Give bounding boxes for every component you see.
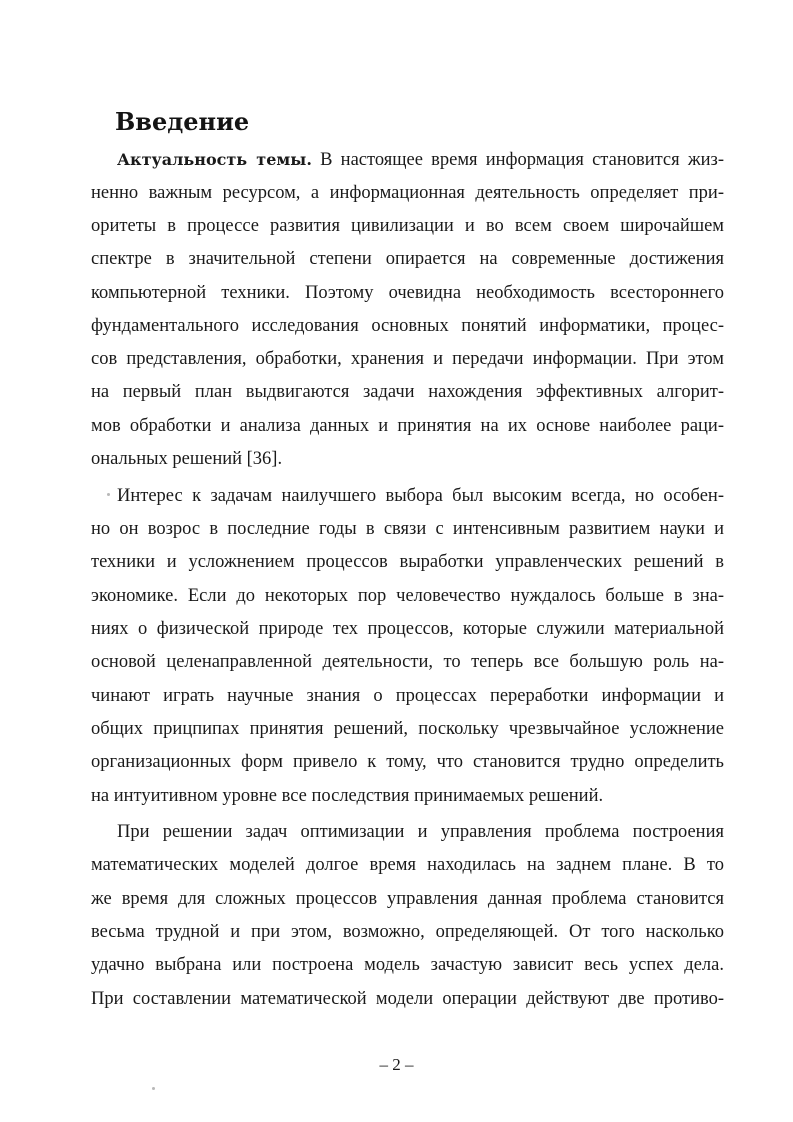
paragraph-1-line-1-text: В настоящее время информация становится жиз- — [311, 150, 724, 170]
paragraph-3-line-1: При решении задач оптимизации и управления проблема построения — [117, 822, 724, 842]
paragraph-3-line-2: математических моделей долгое время находилась на заднем плане. В то — [91, 855, 724, 875]
paragraph-1-line-6: фундаментального исследования основных понятий информатики, процес- — [91, 316, 724, 336]
paragraph-1-line-7: сов представления, обработки, хранения и передачи информации. При этом — [91, 349, 724, 369]
paragraph-1-line-9: мов обработки и анализа данных и принятия на их основе наиболее раци- — [91, 416, 724, 436]
paragraph-2-line-10: на интуитивном уровне все последствия принимаемых решений. — [91, 786, 604, 806]
page-number: – 2 – — [379, 1055, 414, 1074]
paragraph-3-line-5: удачно выбрана или построена модель зачастую зависит весь успех дела. — [91, 955, 724, 975]
scan-speck — [152, 1087, 155, 1090]
paragraph-3-line-3: же время для сложных процессов управления данная проблема становится — [91, 889, 724, 909]
paragraph-1-line-1 — [117, 148, 724, 172]
paragraph-3-line-4: весьма трудной и при этом, возможно, определяющей. От того насколько — [91, 922, 724, 942]
paragraph-1-line-8: на первый план выдвигаются задачи нахождения эффективных алгорит- — [91, 382, 724, 402]
section-heading: Введение — [115, 107, 250, 136]
paragraph-2-line-8: общих прицпипах принятия решений, поскольку чрезвычайное усложнение — [91, 719, 724, 739]
paragraph-2-line-6: основой целенаправленной деятельности, то теперь все большую роль на- — [91, 652, 724, 672]
paragraph-1-line-2: ненно важным ресурсом, а информационная деятельность определяет при- — [91, 183, 724, 203]
scan-speck — [107, 493, 110, 496]
paragraph-1-lead: Актуальность темы. — [117, 150, 312, 169]
paragraph-1-line-4: спектре в значительной степени опирается на современные достижения — [91, 249, 724, 269]
paragraph-2-line-1: Интерес к задачам наилучшего выбора был высоким всегда, но особен- — [117, 486, 724, 506]
paragraph-2-line-9: организационных форм привело к тому, что становится трудно определить — [91, 752, 724, 772]
paragraph-1-line-10: ональных решений [36]. — [91, 449, 283, 469]
paragraph-3-line-6: При составлении математической модели операции действуют две противо- — [91, 989, 724, 1009]
paragraph-2-line-2: но он возрос в последние годы в связи с интенсивным развитием науки и — [91, 519, 724, 539]
paragraph-2-line-3: техники и усложнением процессов выработки управленческих решений в — [91, 552, 724, 572]
paragraph-1-line-5: компьютерной техники. Поэтому очевидна необходимость всестороннего — [91, 283, 724, 303]
paragraph-2-line-5: ниях о физической природе тех процессов, которые служили материальной — [91, 619, 724, 639]
paragraph-1-line-3: оритеты в процессе развития цивилизации и во всем своем широчайшем — [91, 216, 724, 236]
paragraph-2-line-7: чинают играть научные знания о процессах переработки информации и — [91, 686, 724, 706]
paragraph-2-line-4: экономике. Если до некоторых пор человечество нуждалось больше в зна- — [91, 586, 724, 606]
